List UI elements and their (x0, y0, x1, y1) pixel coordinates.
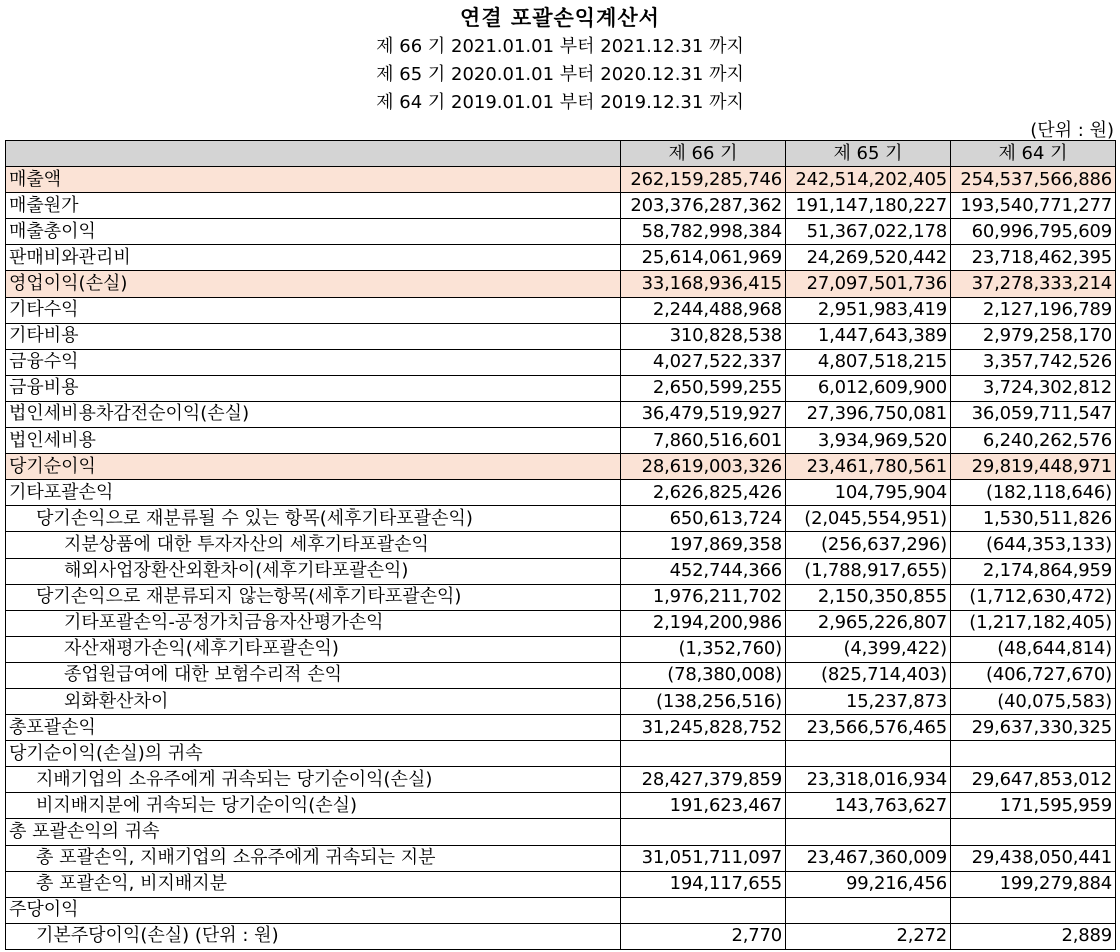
table-row (6, 610, 1116, 636)
row-label: 당기손익으로 재분류되지 않는항목(세후기타포괄손익) (6, 584, 621, 610)
table-row (6, 715, 1116, 741)
value-cell-64: 199,279,884 (951, 871, 1116, 897)
value-cell-66: 191,623,467 (621, 793, 786, 819)
value-cell-66: 58,782,998,384 (621, 219, 786, 245)
value-cell-65 (786, 819, 951, 845)
table-row (6, 454, 1116, 480)
row-label: 비지배지분에 귀속되는 당기순이익(손실) (6, 793, 621, 819)
value-cell-66: 310,828,538 (621, 323, 786, 349)
statement-title: 연결 포괄손익계산서 (460, 6, 660, 30)
value-cell-66: (1,352,760) (621, 636, 786, 662)
value-cell-64: 171,595,959 (951, 793, 1116, 819)
table-row (6, 375, 1116, 401)
value-cell-65: 15,237,873 (786, 688, 951, 714)
value-cell-65: 99,216,456 (786, 871, 951, 897)
value-cell-65: (256,637,296) (786, 532, 951, 558)
value-cell-65: (2,045,554,951) (786, 506, 951, 532)
period-line-66: 제 66 기 2021.01.01 부터 2021.12.31 까지 (376, 36, 744, 57)
row-label: 기타포괄손익 (6, 480, 621, 506)
row-label: 주당이익 (6, 897, 621, 923)
value-cell-65: (1,788,917,655) (786, 558, 951, 584)
value-cell-66: 28,619,003,326 (621, 454, 786, 480)
table-row (6, 271, 1116, 297)
value-cell-65 (786, 741, 951, 767)
table-row (6, 401, 1116, 427)
table-row (6, 793, 1116, 819)
value-cell-64: 1,530,511,826 (951, 506, 1116, 532)
row-label: 금융비용 (6, 375, 621, 401)
value-cell-64: (40,075,583) (951, 688, 1116, 714)
value-cell-64: 37,278,333,214 (951, 271, 1116, 297)
value-cell-65: 6,012,609,900 (786, 375, 951, 401)
value-cell-66: 4,027,522,337 (621, 349, 786, 375)
row-label: 당기순이익(손실)의 귀속 (6, 741, 621, 767)
table-row (6, 767, 1116, 793)
value-cell-65: 23,318,016,934 (786, 767, 951, 793)
row-label: 법인세비용 (6, 428, 621, 454)
table-body (6, 167, 1116, 950)
unit-label: (단위 : 원) (1030, 120, 1114, 141)
value-cell-65: 23,461,780,561 (786, 454, 951, 480)
value-cell-65: 104,795,904 (786, 480, 951, 506)
row-label: 지분상품에 대한 투자자산의 세후기타포괄손익 (6, 532, 621, 558)
table-row (6, 245, 1116, 271)
value-cell-66: (138,256,516) (621, 688, 786, 714)
value-cell-64: (406,727,670) (951, 662, 1116, 688)
header-label-cell (6, 141, 621, 167)
value-cell-66: 31,051,711,097 (621, 845, 786, 871)
row-label: 총 포괄손익, 비지배지분 (6, 871, 621, 897)
value-cell-65: 2,272 (786, 923, 951, 949)
value-cell-64: (1,217,182,405) (951, 610, 1116, 636)
row-label: 총포괄손익 (6, 715, 621, 741)
table-row (6, 923, 1116, 949)
row-label: 매출원가 (6, 193, 621, 219)
value-cell-64: 29,819,448,971 (951, 454, 1116, 480)
row-label: 기타수익 (6, 297, 621, 323)
value-cell-65: 51,367,022,178 (786, 219, 951, 245)
value-cell-66: 31,245,828,752 (621, 715, 786, 741)
value-cell-65: 23,566,576,465 (786, 715, 951, 741)
row-label: 지배기업의 소유주에게 귀속되는 당기순이익(손실) (6, 767, 621, 793)
table-row (6, 688, 1116, 714)
value-cell-66: 452,744,366 (621, 558, 786, 584)
row-label: 총 포괄손익, 지배기업의 소유주에게 귀속되는 지분 (6, 845, 621, 871)
row-label: 기타비용 (6, 323, 621, 349)
value-cell-64: 3,357,742,526 (951, 349, 1116, 375)
table-row (6, 662, 1116, 688)
value-cell-65: 2,150,350,855 (786, 584, 951, 610)
value-cell-64: 2,174,864,959 (951, 558, 1116, 584)
value-cell-66: 1,976,211,702 (621, 584, 786, 610)
value-cell-66: (78,380,008) (621, 662, 786, 688)
value-cell-66 (621, 819, 786, 845)
value-cell-66 (621, 897, 786, 923)
row-label: 당기손익으로 재분류될 수 있는 항목(세후기타포괄손익) (6, 506, 621, 532)
value-cell-64: (644,353,133) (951, 532, 1116, 558)
table-row (6, 584, 1116, 610)
row-label: 기본주당이익(손실) (단위 : 원) (6, 923, 621, 949)
value-cell-64: 29,647,853,012 (951, 767, 1116, 793)
value-cell-64: (182,118,646) (951, 480, 1116, 506)
table-row (6, 636, 1116, 662)
value-cell-66: 2,770 (621, 923, 786, 949)
value-cell-65: 27,097,501,736 (786, 271, 951, 297)
table-row (6, 845, 1116, 871)
table-row (6, 558, 1116, 584)
value-cell-65: 2,965,226,807 (786, 610, 951, 636)
value-cell-66: 2,626,825,426 (621, 480, 786, 506)
value-cell-64 (951, 741, 1116, 767)
row-label: 외화환산차이 (6, 688, 621, 714)
value-cell-66: 36,479,519,927 (621, 401, 786, 427)
row-label: 자산재평가손익(세후기타포괄손익) (6, 636, 621, 662)
row-label: 총 포괄손익의 귀속 (6, 819, 621, 845)
value-cell-66: 194,117,655 (621, 871, 786, 897)
table-row (6, 297, 1116, 323)
value-cell-64: 3,724,302,812 (951, 375, 1116, 401)
value-cell-66: 33,168,936,415 (621, 271, 786, 297)
table-row (6, 871, 1116, 897)
value-cell-65: 1,447,643,389 (786, 323, 951, 349)
period-line-65: 제 65 기 2020.01.01 부터 2020.12.31 까지 (376, 64, 744, 85)
value-cell-66: 197,869,358 (621, 532, 786, 558)
value-cell-64 (951, 897, 1116, 923)
value-cell-64: 254,537,566,886 (951, 167, 1116, 193)
value-cell-65 (786, 897, 951, 923)
value-cell-66: 7,860,516,601 (621, 428, 786, 454)
value-cell-64: 193,540,771,277 (951, 193, 1116, 219)
header-period-65: 제 65 기 (786, 141, 951, 167)
value-cell-66: 203,376,287,362 (621, 193, 786, 219)
table-row (6, 741, 1116, 767)
value-cell-66: 262,159,285,746 (621, 167, 786, 193)
table-row (6, 323, 1116, 349)
value-cell-66: 650,613,724 (621, 506, 786, 532)
table-row (6, 219, 1116, 245)
table-row (6, 506, 1116, 532)
value-cell-65: 191,147,180,227 (786, 193, 951, 219)
table-row (6, 428, 1116, 454)
row-label: 금융수익 (6, 349, 621, 375)
value-cell-64: (48,644,814) (951, 636, 1116, 662)
row-label: 매출총이익 (6, 219, 621, 245)
value-cell-64: 2,979,258,170 (951, 323, 1116, 349)
value-cell-66: 25,614,061,969 (621, 245, 786, 271)
value-cell-64: 23,718,462,395 (951, 245, 1116, 271)
row-label: 판매비와관리비 (6, 245, 621, 271)
value-cell-66: 28,427,379,859 (621, 767, 786, 793)
row-label: 법인세비용차감전순이익(손실) (6, 401, 621, 427)
header-period-64: 제 64 기 (951, 141, 1116, 167)
value-cell-64: (1,712,630,472) (951, 584, 1116, 610)
value-cell-65: 143,763,627 (786, 793, 951, 819)
value-cell-65: (4,399,422) (786, 636, 951, 662)
value-cell-66: 2,650,599,255 (621, 375, 786, 401)
value-cell-64: 2,127,196,789 (951, 297, 1116, 323)
row-label: 기타포괄손익-공정가치금융자산평가손익 (6, 610, 621, 636)
value-cell-64: 36,059,711,547 (951, 401, 1116, 427)
value-cell-64 (951, 819, 1116, 845)
value-cell-66: 2,244,488,968 (621, 297, 786, 323)
value-cell-66: 2,194,200,986 (621, 610, 786, 636)
table-header-row (6, 141, 1116, 167)
table-row (6, 167, 1116, 193)
value-cell-64: 60,996,795,609 (951, 219, 1116, 245)
value-cell-66 (621, 741, 786, 767)
period-line-64: 제 64 기 2019.01.01 부터 2019.12.31 까지 (376, 92, 744, 113)
row-label: 영업이익(손실) (6, 271, 621, 297)
row-label: 종업원급여에 대한 보험수리적 손익 (6, 662, 621, 688)
table-row (6, 819, 1116, 845)
value-cell-65: (825,714,403) (786, 662, 951, 688)
value-cell-64: 29,637,330,325 (951, 715, 1116, 741)
value-cell-65: 24,269,520,442 (786, 245, 951, 271)
table-row (6, 349, 1116, 375)
value-cell-65: 23,467,360,009 (786, 845, 951, 871)
header-period-66: 제 66 기 (621, 141, 786, 167)
value-cell-64: 2,889 (951, 923, 1116, 949)
table-row (6, 897, 1116, 923)
row-label: 해외사업장환산외환차이(세후기타포괄손익) (6, 558, 621, 584)
row-label: 매출액 (6, 167, 621, 193)
value-cell-65: 27,396,750,081 (786, 401, 951, 427)
value-cell-65: 3,934,969,520 (786, 428, 951, 454)
income-statement-table (5, 140, 1116, 950)
value-cell-65: 242,514,202,405 (786, 167, 951, 193)
value-cell-65: 4,807,518,215 (786, 349, 951, 375)
table-row (6, 193, 1116, 219)
value-cell-65: 2,951,983,419 (786, 297, 951, 323)
value-cell-64: 29,438,050,441 (951, 845, 1116, 871)
row-label: 당기순이익 (6, 454, 621, 480)
value-cell-64: 6,240,262,576 (951, 428, 1116, 454)
table-row (6, 532, 1116, 558)
table-row (6, 480, 1116, 506)
